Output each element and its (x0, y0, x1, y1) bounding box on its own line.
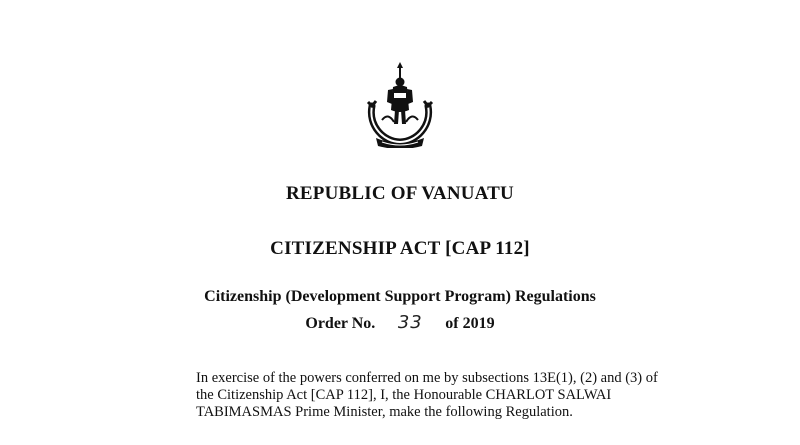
order-number-handwritten: 33 (397, 312, 423, 333)
order-label: Order No. (305, 315, 376, 332)
preamble-line: In exercise of the powers conferred on me by subsections 13E(1), (2) and (3) of (196, 370, 658, 386)
regulation-title: Citizenship (Development Support Program) Regulations (204, 288, 596, 305)
order-line (0, 312, 800, 333)
preamble-paragraph (196, 370, 658, 421)
country-heading: REPUBLIC OF VANUATU (286, 183, 514, 204)
preamble-line: the Citizenship Act [CAP 112], I, the Honourable CHARLOT SALWAI (196, 387, 612, 403)
act-heading: CITIZENSHIP ACT [CAP 112] (270, 238, 530, 259)
preamble-line: TABIMASMAS Prime Minister, make the following Regulation. (196, 404, 573, 420)
order-year: of 2019 (445, 315, 495, 332)
coat-of-arms-emblem (358, 62, 442, 148)
